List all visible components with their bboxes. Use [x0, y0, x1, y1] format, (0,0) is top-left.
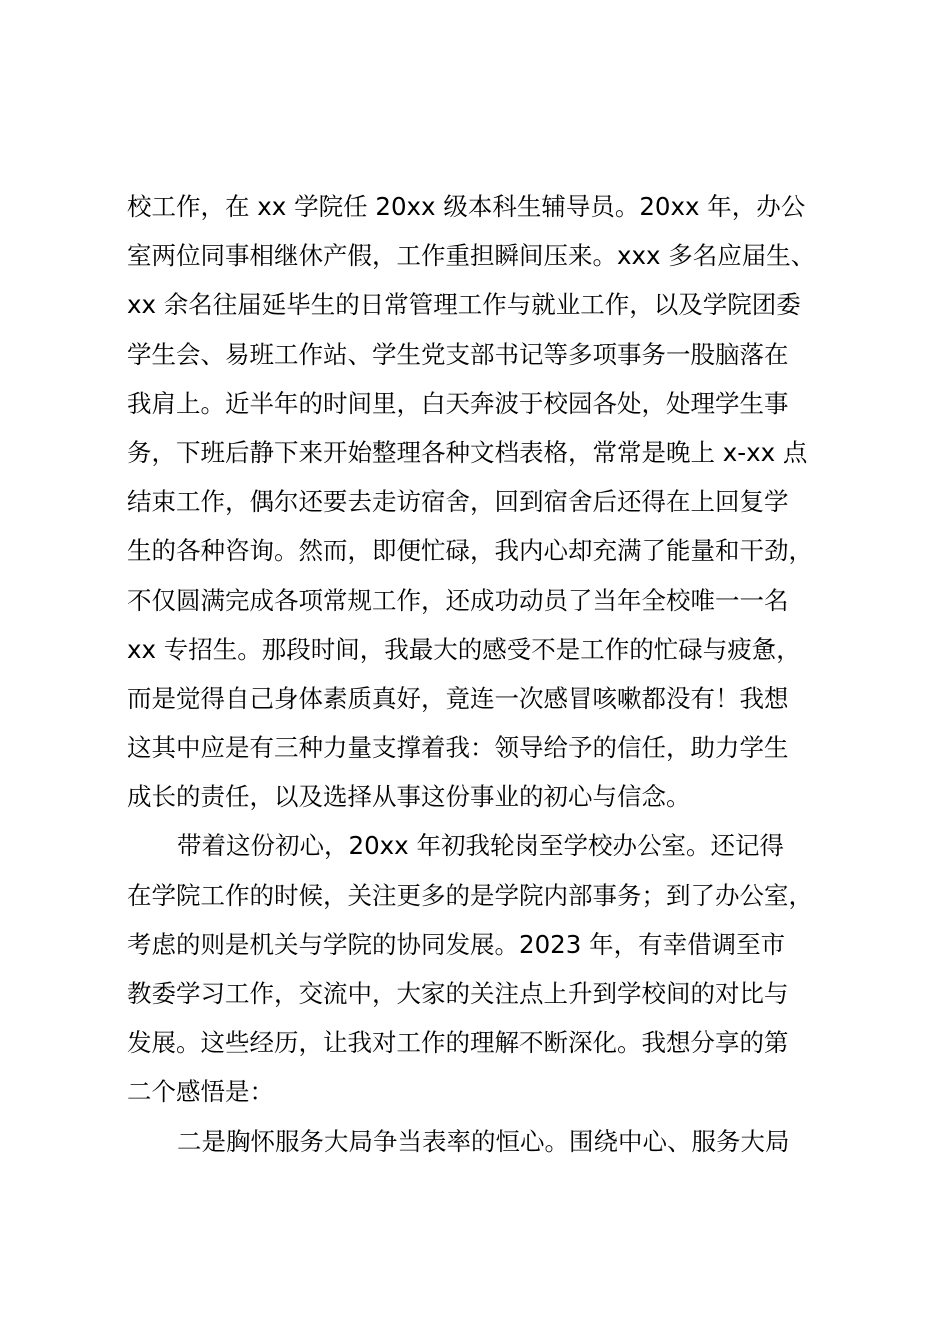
- text-line: 考虑的则是机关与学院的协同发展。2023 年，有幸借调至市: [127, 929, 786, 959]
- text-line: 在学院工作的时候，关注更多的是学院内部事务；到了办公室，: [127, 880, 813, 910]
- text-line: 学生会、易班工作站、学生党支部书记等多项事务一股脑落在: [127, 339, 789, 369]
- text-line: 成长的责任，以及选择从事这份事业的初心与信念。: [127, 782, 691, 812]
- text-line: 教委学习工作，交流中，大家的关注点上升到学校间的对比与: [127, 979, 789, 1008]
- text-line: 生的各种咨询。然而，即便忙碌，我内心却充满了能量和干劲，: [127, 536, 813, 566]
- text-line: 发展。这些经历，让我对工作的理解不断深化。我想分享的第: [127, 1028, 789, 1058]
- paragraph-start-line: 带着这份初心，20xx 年初我轮岗至学校办公室。还记得: [177, 831, 784, 861]
- text-line: 这其中应是有三种力量支撑着我：领导给予的信任，助力学生: [127, 733, 789, 763]
- text-line: 室两位同事相继休产假，工作重担瞬间压来。xxx 多名应届生、: [127, 241, 816, 271]
- text-line: 我肩上。近半年的时间里，白天奔波于校园各处，处理学生事: [127, 388, 789, 418]
- text-line: xx 专招生。那段时间，我最大的感受不是工作的忙碌与疲惫，: [127, 634, 801, 664]
- text-line: 二个感悟是：: [127, 1077, 274, 1107]
- text-line: 不仅圆满完成各项常规工作，还成功动员了当年全校唯一一名: [127, 585, 789, 615]
- body-text: [127, 182, 857, 1166]
- paragraph-start-line: 二是胸怀服务大局争当表率的恒心。围绕中心、服务大局: [177, 1126, 790, 1156]
- text-line: 结束工作，偶尔还要去走访宿舍，回到宿舍后还得在上回复学: [127, 487, 789, 517]
- text-line: xx 余名往届延毕生的日常管理工作与就业工作，以及学院团委: [127, 290, 801, 320]
- text-line: 务，下班后静下来开始整理各种文档表格，常常是晚上 x-xx 点: [127, 437, 808, 467]
- text-line: 校工作，在 xx 学院任 20xx 级本科生辅导员。20xx 年，办公: [127, 192, 806, 221]
- text-line: 而是觉得自己身体素质真好，竟连一次感冒咳嗽都没有！我想: [127, 683, 789, 713]
